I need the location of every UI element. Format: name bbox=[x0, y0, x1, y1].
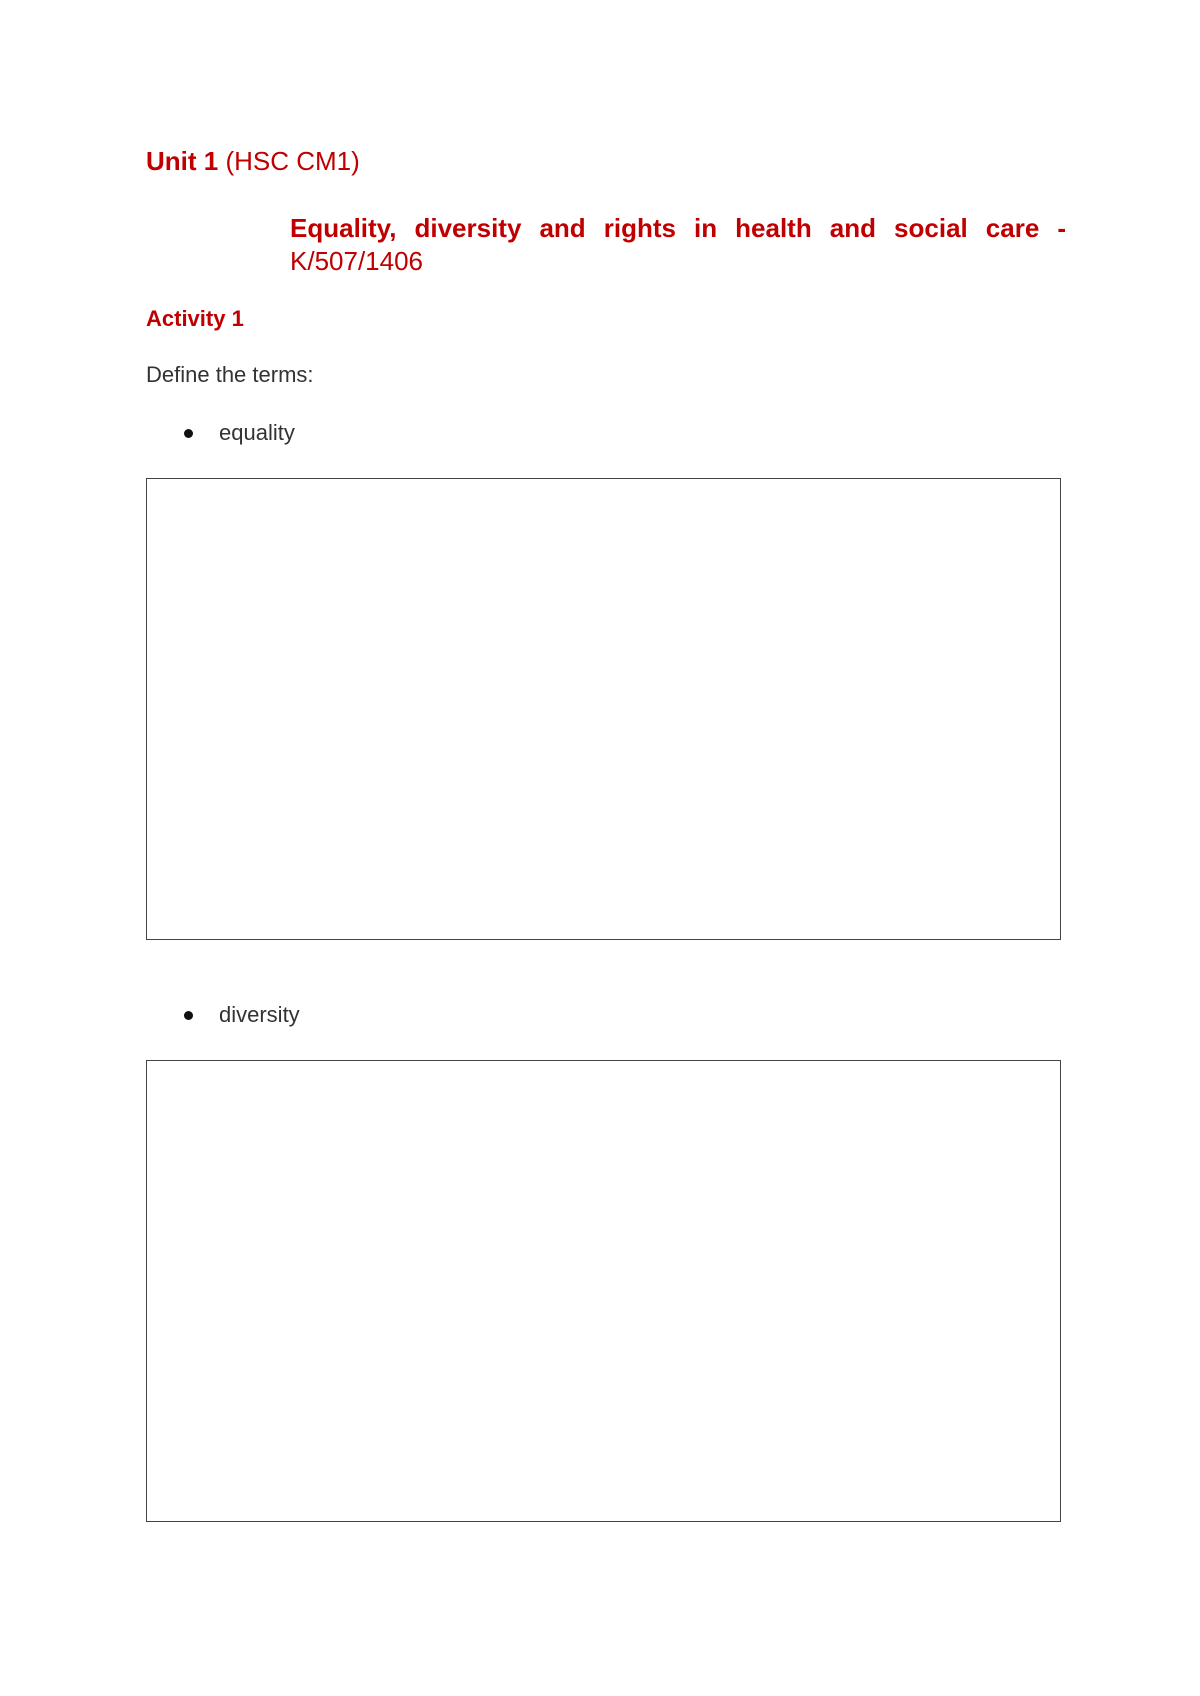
activity-instruction: Define the terms: bbox=[146, 362, 314, 387]
bullet-item-equality bbox=[184, 420, 295, 446]
term-label: diversity bbox=[219, 1002, 300, 1027]
bullet-item-diversity bbox=[184, 1002, 300, 1028]
answer-box-equality[interactable] bbox=[146, 478, 1061, 940]
unit-label: Unit 1 bbox=[146, 146, 219, 176]
activity-heading: Activity 1 bbox=[146, 306, 244, 331]
bullet-icon bbox=[184, 1011, 193, 1020]
bullet-icon bbox=[184, 429, 193, 438]
unit-title-text: Equality, diversity and rights in health and social care - bbox=[290, 213, 1066, 243]
unit-code: (HSC CM1) bbox=[225, 146, 360, 176]
term-label: equality bbox=[219, 420, 295, 445]
unit-title bbox=[290, 212, 1066, 278]
unit-heading bbox=[146, 146, 360, 177]
qualification-reference: K/507/1406 bbox=[290, 246, 424, 276]
answer-box-diversity[interactable] bbox=[146, 1060, 1061, 1522]
